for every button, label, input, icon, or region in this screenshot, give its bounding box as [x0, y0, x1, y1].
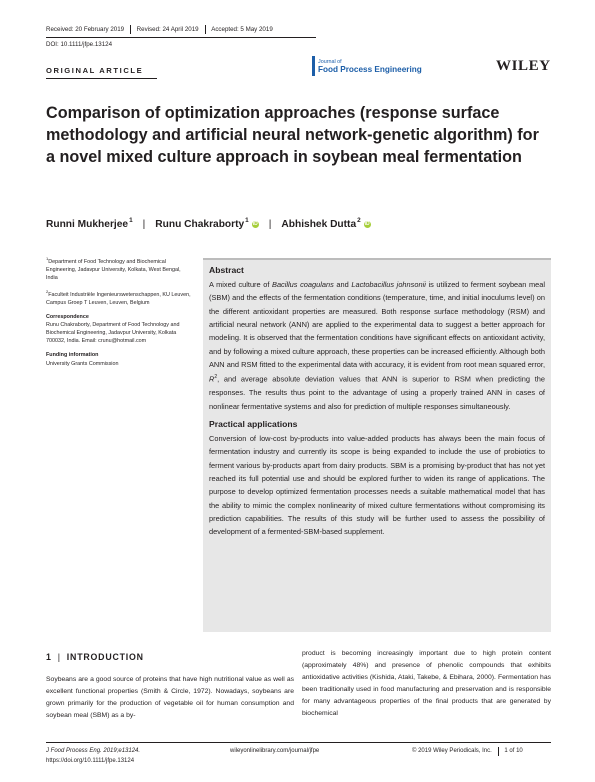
r-squared-symbol: R	[209, 374, 215, 384]
journal-logo-bar	[312, 56, 315, 76]
abstract-fragment: is utilized to ferment soybean meal (SBM) and the effects of the fermentation conditions (temperature, time, and initial inoculums level) on the different antioxidant properties are measured. Both response surface methodology (RSM) and artificial neural network (ANN) are applied to the experimental data to suggest a better approach for modeling. It is observed that the fermentation conditions have significant effects on antioxidant activity, and by following a mixed culture approach, these properties can be increased efficiently. Although both ANN and RSM fitted to the experimental data with accuracy, it is evident from root mean squared error,	[209, 280, 546, 370]
abstract-fragment: A mixed culture of	[209, 280, 273, 289]
page-number: 1 of 10	[504, 748, 523, 754]
article-type: ORIGINAL ARTICLE	[46, 66, 144, 75]
funding-heading: Funding information	[46, 352, 99, 359]
article-type-rule	[46, 78, 157, 79]
practical-applications-text: Conversion of low-cost by-products into value-added products has always been the main focus of fermentation industry and currently its scope is being expanded to include the use of probiotics to ferment various by-products apart from dairy products. SBM is a promising by-product that has not yet reached its full potential use and should be explored further to widen its range of applications. The purpose to develop optimized fermentation processes needs a suitable mathematical model that has the ability to mimic the complex nonlinearity of mixed culture fermentations without compromising its prediction capabilities. The results of this study will be further used to assess the possibility of development of a fermented-SBM-based supplement.	[209, 433, 545, 537]
correspondence-heading: Correspondence	[46, 314, 89, 321]
footer-rule	[46, 742, 551, 743]
received-date: Received: 20 February 2019	[46, 26, 125, 33]
footer-citation-block	[46, 746, 140, 766]
affiliation-marker: 1	[46, 256, 49, 261]
journal-logo-name: Food Process Engineering	[318, 64, 422, 74]
practical-applications-heading: Practical applications	[209, 418, 298, 429]
author-affil-marker: 2	[357, 217, 361, 224]
abstract-box	[203, 258, 551, 632]
affiliation-marker: 2	[46, 289, 49, 295]
author-divider: |	[268, 219, 272, 230]
affiliation-1	[46, 255, 191, 282]
author-name[interactable]: Abhishek Dutta	[281, 219, 357, 230]
section-number: 1	[46, 652, 52, 662]
footer-site-link[interactable]: wileyonlinelibrary.com/journal/jfpe	[230, 748, 320, 754]
journal-logo[interactable]	[312, 56, 472, 76]
author-name[interactable]: Runu Chakraborty	[155, 219, 245, 230]
affiliation-text: Faculteit Industriële Ingenieurswetenschappen, KU Leuven, Campus Groep T Leuven, Leuven, Belgium	[46, 291, 191, 306]
revised-date: Revised: 24 April 2019	[136, 26, 199, 33]
doi-label: DOI: 10.1111/jfpe.13124	[46, 41, 113, 48]
date-separator	[205, 25, 206, 34]
abstract-heading: Abstract	[209, 265, 244, 275]
publisher-logo[interactable]: WILEY	[496, 58, 551, 74]
footer-separator	[498, 747, 499, 756]
header-rule	[46, 37, 316, 38]
section-separator: |	[57, 652, 61, 662]
footer-copyright: © 2019 Wiley Periodicals, Inc.	[412, 748, 492, 754]
author-list	[46, 219, 371, 230]
abstract-top-bar	[203, 258, 551, 260]
r-squared-exponent: 2	[214, 374, 218, 381]
journal-logo-small-text: Journal of	[318, 58, 342, 65]
section-title: INTRODUCTION	[66, 652, 144, 662]
funding-text: University Grants Commission	[46, 360, 119, 367]
submission-dates	[46, 25, 273, 34]
affiliation-text: Department of Food Technology and Biochemical Engineering, Jadavpur University, Kolkata, West Bengal, India	[46, 258, 181, 281]
species-name: Lactobacillus johnsonii	[351, 280, 426, 289]
abstract-fragment: , and average absolute deviation values that ANN is superior to RSM when predicting the responses. The results thus point to the advantage of using a properly trained ANN in cases of nonlinear fermentative systems and also for prediction of multiple responses simultaneously.	[209, 374, 545, 411]
intro-column-1: Soybeans are a good source of proteins that have high nutritional value as well as excellent functional properties (Smith & Circle, 1972). Nowadays, soybeans are grown primarily for the production of vegetable oil for human consumption and soybean meal (SBM) as a by-	[46, 676, 294, 719]
affiliation-2	[46, 288, 191, 307]
footer-citation: J Food Process Eng. 2019;e13124.	[46, 748, 141, 754]
species-name: Bacillus coagulans	[272, 280, 334, 289]
author-affil-marker: 1	[245, 217, 249, 224]
accepted-date: Accepted: 5 May 2019	[211, 26, 273, 33]
footer-doi-link[interactable]: https://doi.org/10.1111/jfpe.13124	[46, 758, 135, 764]
footer-right	[412, 746, 523, 756]
date-separator	[130, 25, 131, 34]
abstract-text	[209, 278, 545, 413]
article-title: Comparison of optimization approaches (response surface methodology and artificial neural network-genetic algorithm) for a novel mixed culture approach in soybean meal fermentation	[46, 104, 539, 166]
author-divider: |	[142, 219, 146, 230]
intro-column-2: product is becoming increasingly important due to high protein content (approximately 48%) and presence of phenolic compounds that exhibits antioxidative activities (Kishida, Ataki, Takebe, & Ebihara, 2000). Fermentation has been traditionally used in food manufacturing and preservation and is responsible for many advantageous properties of the final products that are generated by biochemical	[302, 650, 551, 717]
article-sidebar	[46, 255, 191, 368]
section-heading	[46, 652, 144, 662]
author-affil-marker: 1	[129, 217, 133, 224]
correspondence-text: Runu Chakraborty, Department of Food Technology and Biochemical Engineering, Jadavpur University, Kolkata 700032, India. Email: crunu@hotmail.com	[46, 322, 180, 345]
orcid-icon[interactable]: iD	[364, 221, 370, 227]
author-name[interactable]: Runni Mukherjee	[46, 219, 129, 230]
orcid-icon[interactable]: iD	[252, 221, 258, 227]
abstract-fragment: and	[333, 280, 352, 289]
